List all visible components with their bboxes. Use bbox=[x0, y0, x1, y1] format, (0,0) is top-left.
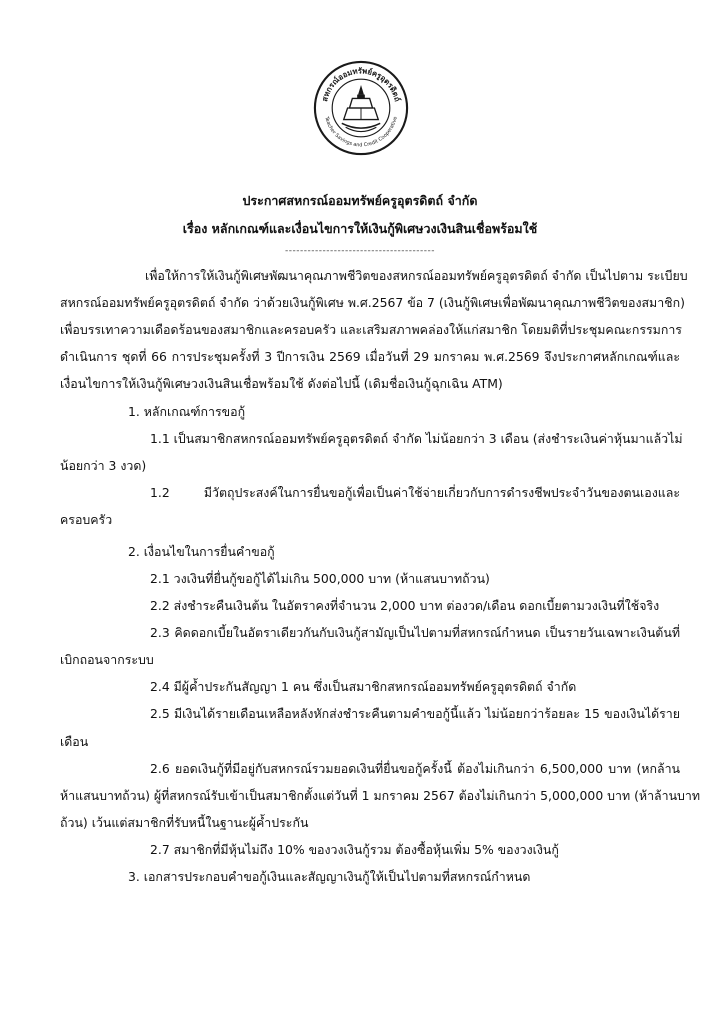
announcement-title: ประกาศสหกรณ์ออมทรัพย์ครูอุตรดิตถ์ จำกัด bbox=[242, 193, 478, 208]
intro-line: สหกรณ์ออมทรัพย์ครูอุตรดิตถ์ จำกัด ว่าด้วยเงินกู้พิเศษ พ.ศ.2567 ข้อ 7 (เงินกู้พิเศษเพื่อพัฒนาคุณภาพชีวิตของสมาชิก) bbox=[60, 295, 685, 310]
item-2-3-cont: เบิกถอนจากระบบ bbox=[60, 652, 154, 667]
intro-line: ดำเนินการ ชุดที่ 66 การประชุมครั้งที่ 3 ปีการเงิน 2569 เมื่อวันที่ 29 มกราคม พ.ศ.2569 จึงประกาศหลักเกณฑ์และ bbox=[60, 349, 680, 364]
intro-line: เงื่อนไขการให้เงินกู้พิเศษวงเงินสินเชื่อพร้อมใช้ ดังต่อไปนี้ (เดิมชื่อเงินกู้ฉุกเฉิน ATM) bbox=[60, 376, 503, 391]
section-1-heading: 1. หลักเกณฑ์การขอกู้ bbox=[128, 404, 246, 419]
intro-line: เพื่อให้การให้เงินกู้พิเศษพัฒนาคุณภาพชีวิตของสหกรณ์ออมทรัพย์ครูอุตรดิตถ์ จำกัด เป็นไปตาม ระเบียบ bbox=[145, 268, 688, 283]
item-1-1: 1.1 เป็นสมาชิกสหกรณ์ออมทรัพย์ครูอุตรดิตถ์ จำกัด ไม่น้อยกว่า 3 เดือน (ส่งชำระเงินค่าหุ้นมาแล้วไม่ bbox=[150, 431, 683, 446]
section-3-heading: 3. เอกสารประกอบคำขอกู้เงินและสัญญาเงินกู้ให้เป็นไปตามที่สหกรณ์กำหนด bbox=[128, 869, 531, 884]
announcement-subject: เรื่อง หลักเกณฑ์และเงื่อนไขการให้เงินกู้พิเศษวงเงินสินเชื่อพร้อมใช้ bbox=[182, 221, 538, 236]
intro-line: เพื่อบรรเทาความเดือดร้อนของสมาชิกและครอบครัว และเสริมสภาพคล่องให้แก่สมาชิก โดยมติที่ประชุมคณะกรรมการ bbox=[60, 322, 682, 337]
section-2-heading: 2. เงื่อนไขในการยื่นคำขอกู้ bbox=[128, 544, 275, 559]
item-2-6: 2.6 ยอดเงินกู้ที่มีอยู่กับสหกรณ์รวมยอดเงินที่ยื่นขอกู้ครั้งนี้ ต้องไม่เกินกว่า 6,500,000 บาท (หกล้าน bbox=[150, 761, 680, 776]
item-1-2: 1.2 มีวัตถุประสงค์ในการยื่นขอกู้เพื่อเป็นค่าใช้จ่ายเกี่ยวกับการดำรงชีพประจำวันของตนเองและ bbox=[150, 485, 680, 500]
item-2-2: 2.2 ส่งชำระคืนเงินต้น ในอัตราคงที่จำนวน 2,000 บาท ต่องวด/เดือน ดอกเบี้ยตามวงเงินที่ใช้จริง bbox=[150, 598, 660, 613]
item-2-6-cont: ถ้วน) เว้นแต่สมาชิกที่รับหนี้ในฐานะผู้ค้ำประกัน bbox=[60, 815, 309, 830]
item-2-3: 2.3 คิดดอกเบี้ยในอัตราเดียวกันกับเงินกู้สามัญเป็นไปตามที่สหกรณ์กำหนด เป็นรายวันเฉพาะเงินต้นที่ bbox=[150, 625, 680, 640]
item-2-5-cont: เดือน bbox=[60, 734, 89, 749]
item-1-1-cont: น้อยกว่า 3 งวด) bbox=[60, 458, 147, 473]
cooperative-seal-logo bbox=[313, 60, 409, 156]
item-1-2-cont: ครอบครัว bbox=[60, 512, 113, 527]
item-2-7: 2.7 สมาชิกที่มีหุ้นไม่ถึง 10% ของวงเงินกู้รวม ต้องซื้อหุ้นเพิ่ม 5% ของวงเงินกู้ bbox=[150, 842, 559, 857]
svg-text:Teacher Savings and Credit Coo: Teacher Savings and Credit Cooperative bbox=[323, 116, 399, 149]
item-2-4: 2.4 มีผู้ค้ำประกันสัญญา 1 คน ซึ่งเป็นสมาชิกสหกรณ์ออมทรัพย์ครูอุตรดิตถ์ จำกัด bbox=[150, 679, 577, 694]
item-2-6-cont: ห้าแสนบาทถ้วน) ผู้ที่สหกรณ์รับเข้าเป็นสมาชิกตั้งแต่วันที่ 1 มกราคม 2567 ต้องไม่เกินกว่า 5,000,000 บาท (ห้าล้านบาท bbox=[60, 788, 701, 803]
svg-text:สหกรณ์ออมทรัพย์ครูอุตรดิตถ์: สหกรณ์ออมทรัพย์ครูอุตรดิตถ์ bbox=[320, 66, 402, 103]
title-separator: ---------------------------------------- bbox=[285, 246, 435, 256]
item-2-1: 2.1 วงเงินที่ยื่นกู้ขอกู้ได้ไม่เกิน 500,000 บาท (ห้าแสนบาทถ้วน) bbox=[150, 571, 490, 586]
item-2-5: 2.5 มีเงินได้รายเดือนเหลือหลังหักส่งชำระคืนตามคำขอกู้นี้แล้ว ไม่น้อยกว่าร้อยละ 15 ของเงินได้ราย bbox=[150, 706, 680, 721]
